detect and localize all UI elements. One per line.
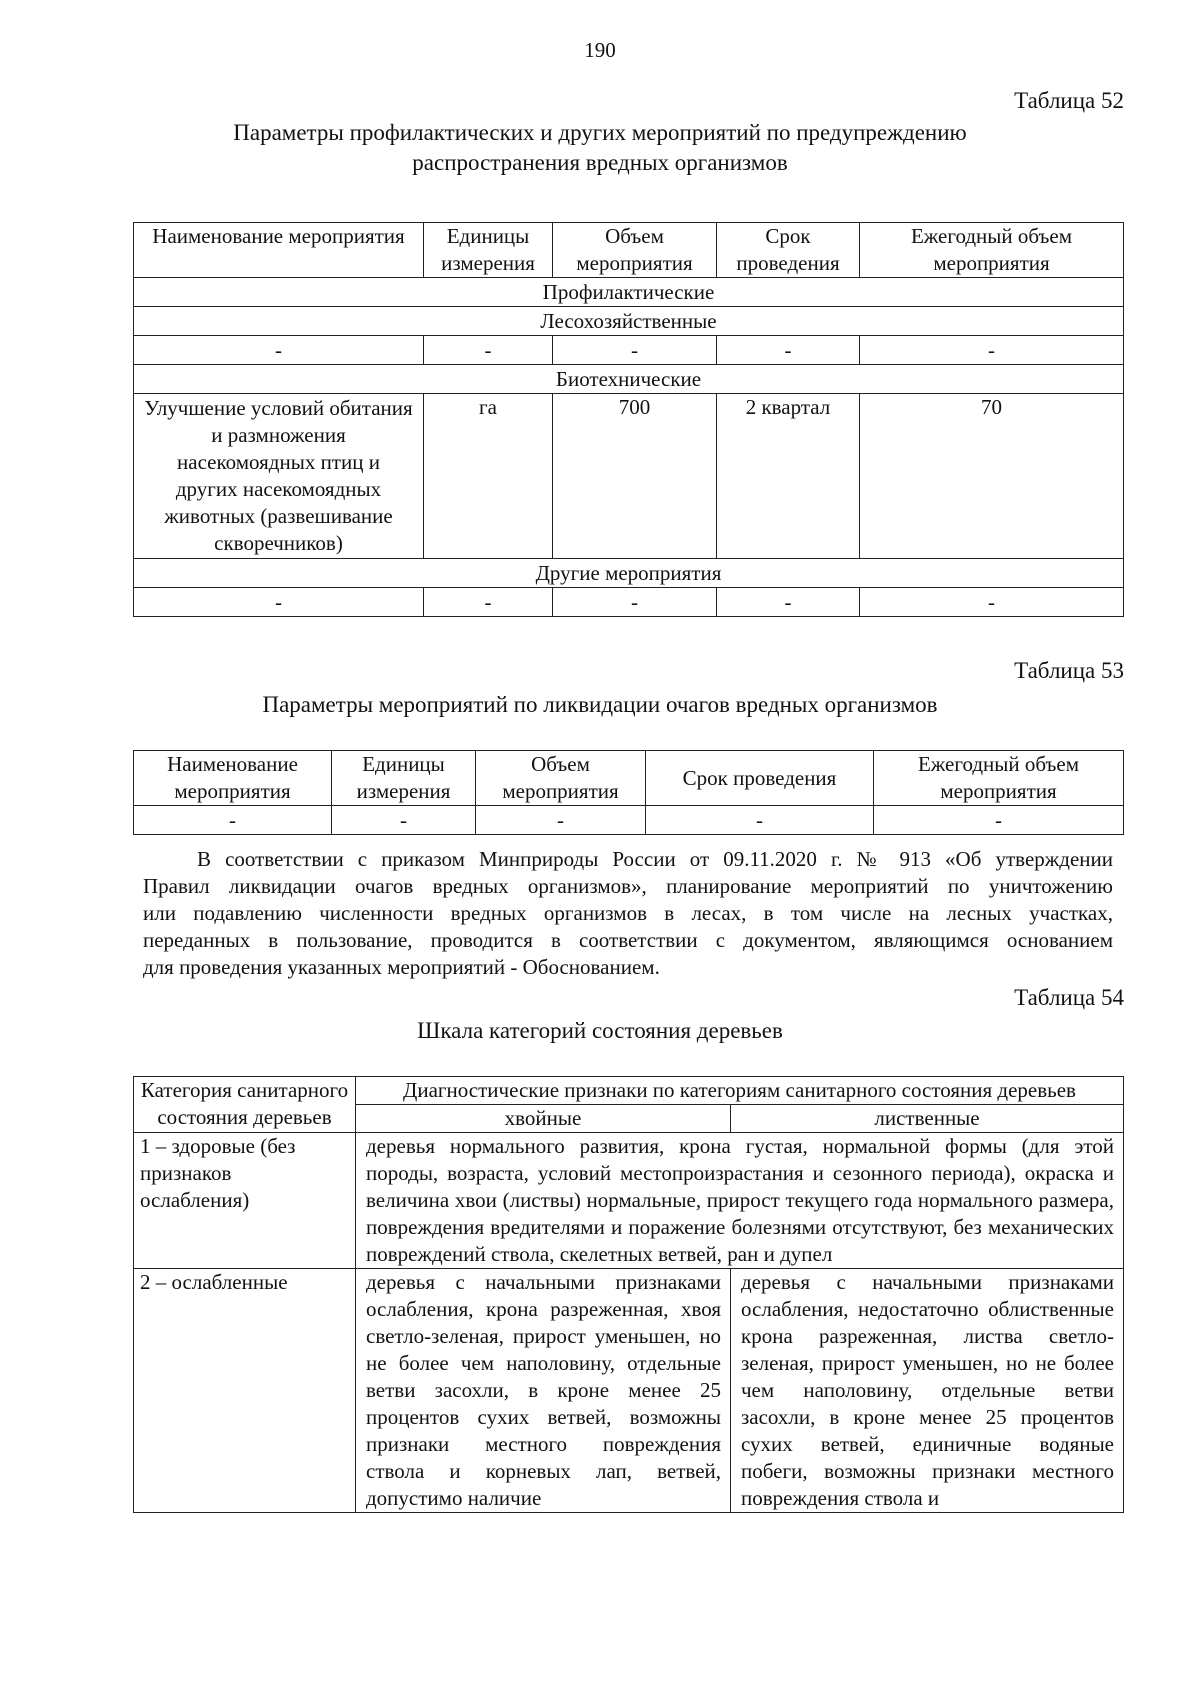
header-cell: Единицы измерения [424,223,553,278]
table-54 [133,1076,1124,1513]
paragraph-line: для проведения указанных мероприятий - Обоснованием. [143,955,660,979]
table-cell: - [874,806,1124,835]
header-cell: лиственные [731,1105,1124,1133]
table-cell: 700 [553,394,717,559]
table-cell: - [717,588,860,617]
table-header-row [134,751,1124,806]
table-cell: га [424,394,553,559]
table-52-title-line: распространения вредных организмов [412,150,788,175]
table-cell: - [134,588,424,617]
header-cell: Срок проведения [717,223,860,278]
table-cell: - [424,336,553,365]
section-row [134,559,1124,588]
table-cell: - [646,806,874,835]
category-cell: 2 – ослабленные [134,1269,356,1513]
paragraph-line: В соответствии с приказом Минприроды России от 09.11.2020 г. № 913 «Об утверждении [197,847,1113,871]
table-52-title [0,118,1200,178]
section-row [134,278,1124,307]
header-cell: Диагностические признаки по категориям санитарного состояния деревьев [356,1077,1124,1105]
table-row [134,394,1124,559]
table-cell: - [860,588,1124,617]
table-cell: - [134,806,332,835]
section-title: Биотехнические [134,365,1124,394]
paragraph-line: Правил ликвидации очагов вредных организмов», планирование мероприятий по уничтожению [143,874,1113,898]
table-header-row [134,1077,1124,1105]
header-cell: Наименование мероприятия [134,751,332,806]
table-52 [133,222,1124,617]
table-row [134,588,1124,617]
table-cell: 70 [860,394,1124,559]
header-cell: Наименование мероприятия [134,223,424,278]
table-cell: - [553,588,717,617]
table-54-caption: Таблица 54 [1014,985,1124,1010]
header-cell: Единицы измерения [332,751,476,806]
table-cell: - [134,336,424,365]
table-52-title-line: Параметры профилактических и других мероприятий по предупреждению [233,120,967,145]
table-cell: 2 квартал [717,394,860,559]
header-cell: Срок проведения [646,751,874,806]
table-53 [133,750,1124,835]
header-cell: Объем мероприятия [476,751,646,806]
table-53-title: Параметры мероприятий по ликвидации очагов вредных организмов [262,692,938,717]
description-cell: деревья с начальными признаками ослабления, недостаточно облиственные крона разреженная, листва светло-зеленая, прирост уменьшен, но не более чем наполовину, отдельные ветви засохли, в кроне менее 25 процентов сухих ветвей, единичные водяные побеги, возможны признаки местного повреждения ствола и [731,1269,1124,1513]
table-cell: - [332,806,476,835]
section-row [134,365,1124,394]
section-row [134,307,1124,336]
table-header-row [134,223,1124,278]
section-title: Другие мероприятия [134,559,1124,588]
section-title: Профилактические [134,278,1124,307]
header-cell: Объем мероприятия [553,223,717,278]
body-paragraph [143,846,1113,981]
paragraph-line: переданных в пользование, проводится в соответствии с документом, являющимся основанием [143,928,1113,952]
table-cell: Улучшение условий обитания и размножения насекомоядных птиц и других насекомоядных животных (развешивание скворечников) [134,394,424,559]
table-cell: - [860,336,1124,365]
table-row [134,1133,1124,1269]
header-cell: хвойные [356,1105,731,1133]
table-cell: - [476,806,646,835]
description-cell: деревья нормального развития, крона густая, нормальной формы (для этой породы, возраста, условий местопроизрастания и сезонного периода), окраска и величина хвои (листвы) нормальные, прирост текущего года нормального размера, повреждения вредителями и поражение болезнями отсутствуют, без механических повреждений ствола, скелетных ветвей, ран и дупел [356,1133,1124,1269]
table-53-caption: Таблица 53 [1014,658,1124,683]
section-title: Лесохозяйственные [134,307,1124,336]
header-cell: Ежегодный объем мероприятия [860,223,1124,278]
table-cell: - [424,588,553,617]
header-cell: Ежегодный объем мероприятия [874,751,1124,806]
table-54-title: Шкала категорий состояния деревьев [417,1018,783,1043]
category-cell: 1 – здоровые (без признаков ослабления) [134,1133,356,1269]
description-cell: деревья с начальными признаками ослабления, крона разреженная, хвоя светло-зеленая, прирост уменьшен, но не более чем наполовину, отдельные ветви засохли, в кроне менее 25 процентов сухих ветвей, возможны признаки местного повреждения ствола и корневых лап, ветвей, допустимо наличие [356,1269,731,1513]
table-cell: - [717,336,860,365]
table-52-caption: Таблица 52 [1014,88,1124,113]
table-cell: - [553,336,717,365]
header-cell: Категория санитарного состояния деревьев [134,1077,356,1133]
table-row [134,806,1124,835]
paragraph-line: или подавлению численности вредных организмов в лесах, в том числе на лесных участках, [143,901,1113,925]
table-row [134,1269,1124,1513]
page-number: 190 [584,38,616,62]
table-row [134,336,1124,365]
